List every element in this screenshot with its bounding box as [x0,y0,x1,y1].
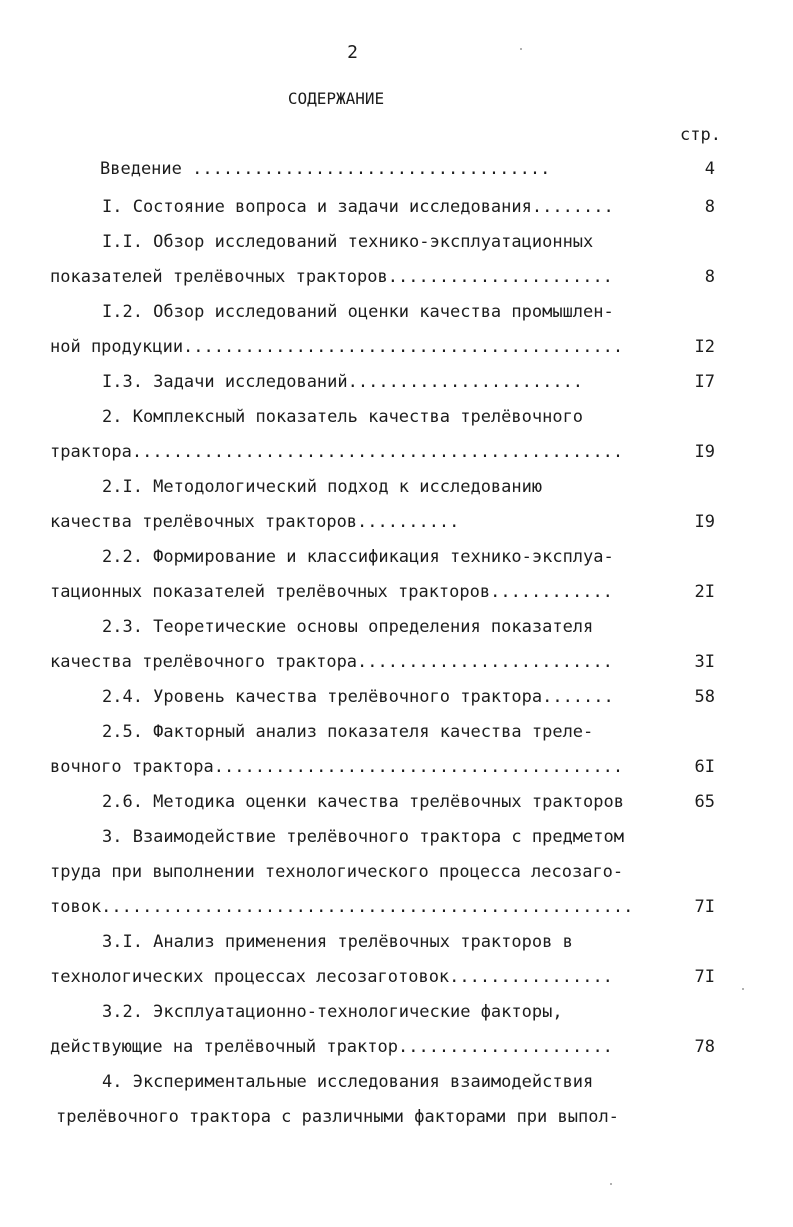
toc-line: 4. Экспериментальные исследования взаимодействия [102,1072,594,1092]
toc-line: 2. Комплексный показатель качества трелёвочного [102,407,584,427]
page-column-header: стр. [680,125,721,145]
toc-line: I.2. Обзор исследований оценки качества промышлен- [102,302,614,322]
toc-line: вочного трактора........................................ [50,757,624,777]
toc-page-number: 4 [704,159,715,179]
toc-page-number: 8 [704,197,715,217]
toc-line: Введение ................................... [100,159,551,179]
toc-line: ной продукции........................................... [50,337,624,357]
toc-line: 2.6. Методика оценки качества трелёвочных тракторов [102,792,624,812]
toc-line: трактора................................................ [50,442,624,462]
toc-page-number: I2 [694,337,715,357]
toc-line: I.3. Задачи исследований....................... [102,372,584,392]
toc-page-number: I9 [694,512,715,532]
toc-page-number: 78 [694,1037,715,1057]
toc-line: 2.4. Уровень качества трелёвочного трактора....... [102,687,614,707]
toc-line: 2.5. Факторный анализ показателя качества треле- [102,722,594,742]
toc-page-number: 7I [694,897,715,917]
toc-line: 2.I. Методологический подход к исследованию [102,477,543,497]
toc-page-number: 65 [694,792,715,812]
toc-page-number: 6I [694,757,715,777]
toc-line: 3.2. Эксплуатационно-технологические факторы, [102,1002,563,1022]
toc-page-number: I9 [694,442,715,462]
toc-line: 2.3. Теоретические основы определения показателя [102,617,594,637]
toc-page-number: 8 [704,267,715,287]
toc-line: товок.................................................... [50,897,634,917]
toc-line: качества трелёвочного трактора......................... [50,652,613,672]
toc-line: трелёвочного трактора с различными факторами при выпол- [56,1107,619,1127]
toc-page-number: 2I [694,582,715,602]
scan-speck [610,1183,612,1185]
toc-line: I.I. Обзор исследований технико-эксплуатационных [102,232,594,252]
toc-line: 3. Взаимодействие трелёвочного трактора с предметом [102,827,624,847]
toc-line: показателей трелёвочных тракторов...................... [50,267,613,287]
document-title: СОДЕРЖАНИЕ [287,89,385,108]
toc-line: тационных показателей трелёвочных тракторов............ [50,582,613,602]
toc-line: качества трелёвочных тракторов.......... [50,512,460,532]
page-number: 2 [347,42,358,63]
toc-line: I. Состояние вопроса и задачи исследования........ [102,197,614,217]
toc-line: 3.I. Анализ применения трелёвочных тракторов в [102,932,573,952]
toc-line: действующие на трелёвочный трактор..................... [50,1037,613,1057]
toc-line: технологических процессах лесозаготовок................ [50,967,613,987]
toc-line: 2.2. Формирование и классификация технико-эксплуа- [102,547,614,567]
toc-page-number: 3I [694,652,715,672]
toc-page-number: 58 [694,687,715,707]
scan-speck [742,988,744,990]
scan-speck [520,48,522,50]
toc-page-number: 7I [694,967,715,987]
toc-page-number: I7 [694,372,715,392]
toc-line: труда при выполнении технологического процесса лесозаго- [50,862,624,882]
